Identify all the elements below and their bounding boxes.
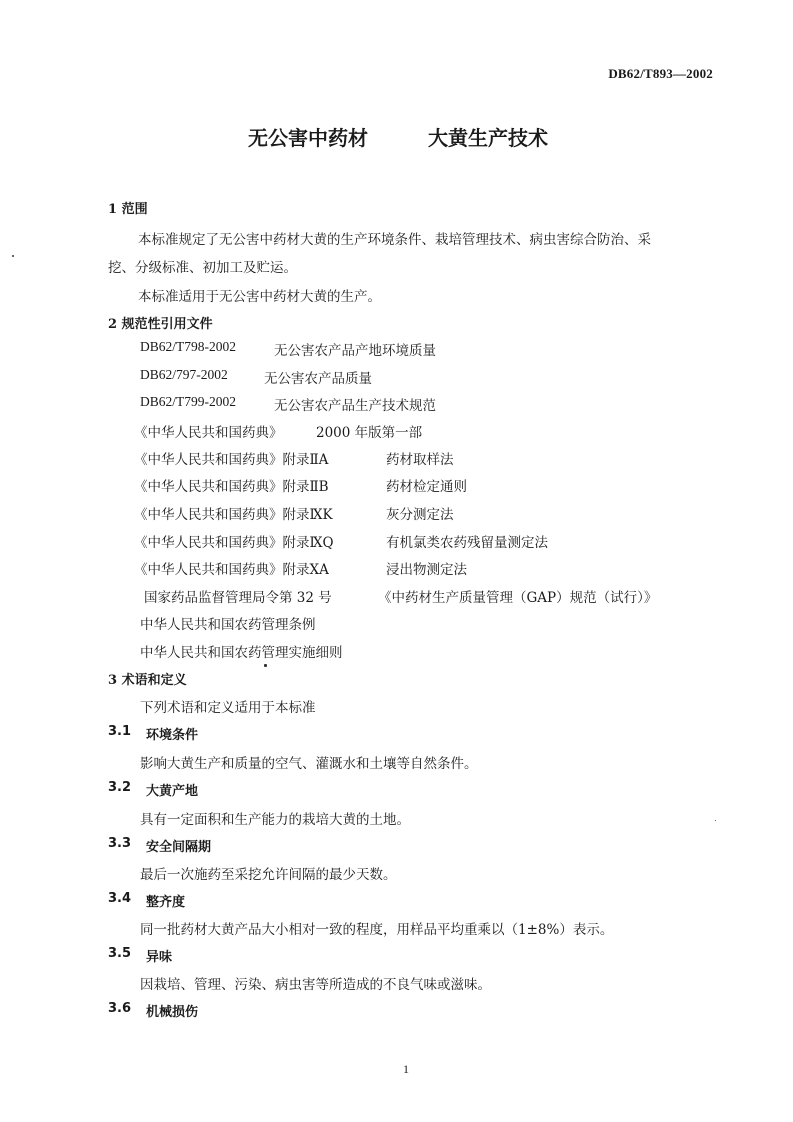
ref-name: 药材检定通则 [386, 479, 467, 495]
term-number: 3.1 [108, 724, 132, 739]
term-definition: 同一批药材大黄产品大小相对一致的程度，用样品平均重乘以（1±8%）表示。 [140, 922, 614, 938]
term-title: 异味 [146, 950, 173, 965]
ref-code: 《中华人民共和国药典》附录ⅡA [134, 452, 329, 468]
section-3-intro: 下列术语和定义适用于本标准 [140, 700, 316, 716]
document-number: DB62/T893—2002 [608, 66, 713, 81]
ref-name: 2000 年版第一部 [316, 425, 423, 441]
term-number: 3.5 [108, 946, 132, 961]
term-number: 3.6 [108, 1001, 132, 1016]
section-1-para1-line1: 本标准规定了无公害中药材大黄的生产环境条件、栽培管理技术、病虫害综合防治、采 [138, 232, 651, 248]
scan-speck [715, 820, 716, 821]
ref-code: 《中华人民共和国药典》附录ⅩA [134, 562, 329, 578]
title-part2: 大黄生产技术 [428, 126, 548, 150]
term-definition: 最后一次施药至采挖允许间隔的最少天数。 [140, 867, 397, 883]
section-1-para2: 本标准适用于无公害中药材大黄的生产。 [138, 289, 381, 305]
ref-code: 《中华人民共和国药典》 [134, 425, 283, 441]
scan-speck [264, 664, 267, 667]
term-definition: 影响大黄生产和质量的空气、灌溉水和土壤等自然条件。 [140, 756, 478, 772]
term-number: 3.2 [108, 780, 132, 795]
section-1-para1-line2: 挖、分级标准、初加工及贮运。 [108, 260, 297, 276]
ref-name: 药材取样法 [386, 452, 454, 468]
ref-code: 《中华人民共和国药典》附录ⅡB [134, 479, 329, 495]
term-title: 机械损伤 [146, 1005, 199, 1020]
section-3-heading: 3 术语和定义 [108, 673, 187, 688]
ref-name: 无公害农产品生产技术规范 [274, 398, 436, 414]
ref-code: 国家药品监督管理局令第 32 号 [144, 590, 332, 606]
ref-code: 《中华人民共和国药典》附录ⅨK [134, 507, 333, 523]
ref-code: 《中华人民共和国药典》附录ⅨQ [134, 535, 334, 551]
term-definition: 具有一定面积和生产能力的栽培大黄的土地。 [140, 812, 410, 828]
scan-speck [12, 255, 14, 257]
ref-extra: 中华人民共和国农药管理实施细则 [140, 645, 343, 661]
ref-name: 无公害农产品产地环境质量 [274, 343, 436, 359]
term-title: 大黄产地 [146, 784, 199, 799]
section-2-heading: 2 规范性引用文件 [108, 317, 213, 332]
ref-name: 《中药材生产质量管理（GAP）规范（试行）》 [378, 590, 658, 606]
term-number: 3.3 [108, 836, 132, 851]
ref-name: 灰分测定法 [386, 507, 454, 523]
term-definition: 因栽培、管理、污染、病虫害等所造成的不良气味或滋味。 [140, 977, 491, 993]
ref-name: 有机氯类农药残留量测定法 [386, 535, 548, 551]
title-part1: 无公害中药材 [248, 126, 368, 150]
term-title: 整齐度 [146, 895, 186, 910]
section-1-heading: 1 范围 [108, 202, 148, 217]
ref-name: 浸出物测定法 [386, 562, 467, 578]
ref-extra: 中华人民共和国农药管理条例 [140, 617, 316, 633]
ref-code: DB62/T798-2002 [140, 339, 236, 354]
term-title: 环境条件 [146, 728, 199, 743]
ref-name: 无公害农产品质量 [264, 371, 372, 387]
page-number: 1 [403, 1062, 409, 1076]
term-title: 安全间隔期 [146, 840, 212, 855]
ref-code: DB62/T799-2002 [140, 394, 236, 409]
term-number: 3.4 [108, 891, 132, 906]
ref-code: DB62/797-2002 [140, 367, 228, 382]
